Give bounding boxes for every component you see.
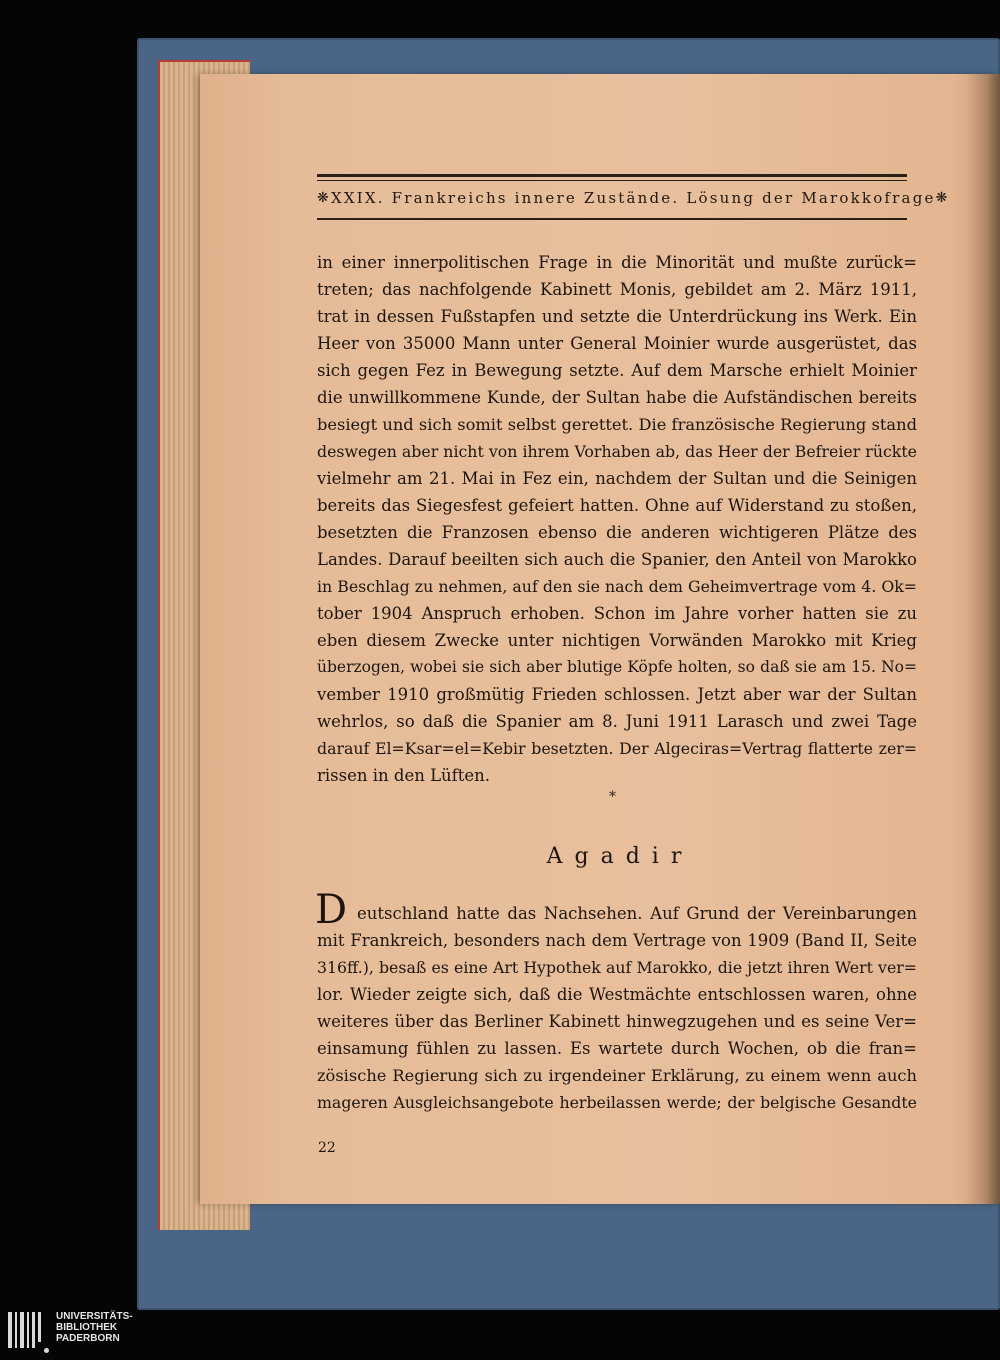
section-divider-asterisk: *	[609, 789, 616, 805]
text-line: rissen in den Lüften.	[317, 766, 491, 785]
library-name	[56, 1311, 133, 1344]
text-line: darauf El=Ksar=el=Kebir besetzten. Der Algeciras=Vertrag flatterte zer=	[317, 739, 917, 758]
library-name-line: PADERBORN	[56, 1333, 120, 1344]
header-rule-thin	[317, 180, 907, 181]
text-line: deswegen aber nicht von ihrem Vorhaben ab, das Heer der Befreier rückte	[317, 442, 917, 461]
text-line: die unwillkommene Kunde, der Sultan habe die Aufständischen bereits	[317, 388, 917, 407]
text-line: besetzten die Franzosen ebenso die anderen wichtigeren Plätze des	[317, 523, 917, 542]
library-logo	[6, 1308, 133, 1358]
text-line: 316ff.), besaß es eine Art Hypothek auf Marokko, die jetzt ihren Wert ver=	[317, 958, 917, 977]
first-line-text: eutschland hatte das Nachsehen. Auf Grund der Vereinbarungen	[357, 904, 917, 923]
drop-cap: D	[315, 887, 348, 933]
page-gutter-shadow	[966, 74, 1000, 1204]
text-line: bereits das Siegesfest gefeiert hatten. Ohne auf Widerstand zu stoßen,	[317, 496, 917, 515]
library-name-line: BIBLIOTHEK	[56, 1322, 118, 1333]
text-line: sich gegen Fez in Bewegung setzte. Auf dem Marsche erhielt Moinier	[317, 361, 917, 380]
text-line: eben diesem Zwecke unter nichtigen Vorwänden Marokko mit Krieg	[317, 631, 917, 650]
barcode-logo-icon	[6, 1308, 52, 1358]
text-line: zösische Regierung sich zu irgendeiner Erklärung, zu einem wenn auch	[317, 1066, 917, 1085]
text-line: lor. Wieder zeigte sich, daß die Westmächte entschlossen waren, ohne	[317, 985, 917, 1004]
text-line: Heer von 35000 Mann unter General Moinier wurde ausgerüstet, das	[317, 334, 917, 353]
text-line: trat in dessen Fußstapfen und setzte die Unterdrückung ins Werk. Ein	[317, 307, 917, 326]
text-line: besiegt und sich somit selbst gerettet. Die französische Regierung stand	[317, 415, 917, 434]
ornament-icon: ❋	[935, 190, 950, 206]
library-name-line: UNIVERSITÄTS-	[56, 1311, 133, 1322]
text-line: mageren Ausgleichsangebote herbeilassen werde; der belgische Gesandte	[317, 1093, 917, 1112]
text-line: in Beschlag zu nehmen, auf den sie nach dem Geheimvertrage vom 4. Ok=	[317, 577, 917, 596]
text-line: vielmehr am 21. Mai in Fez ein, nachdem der Sultan und die Seinigen	[317, 469, 917, 488]
text-line: weiteres über das Berliner Kabinett hinwegzugehen und es seine Ver=	[317, 1012, 917, 1031]
text-line: Landes. Darauf beeilten sich auch die Spanier, den Anteil von Marokko	[317, 550, 917, 569]
text-line: vember 1910 großmütig Frieden schlossen. Jetzt aber war der Sultan	[317, 685, 917, 704]
running-head-text: XXIX. Frankreichs innere Zustände. Lösung der Marokkofrage	[330, 189, 936, 207]
ornament-icon: ❋	[317, 190, 331, 206]
text-line: einsamung fühlen zu lassen. Es wartete durch Wochen, ob die fran=	[317, 1039, 917, 1058]
text-line: in einer innerpolitischen Frage in die Minorität und mußte zurück=	[317, 253, 917, 272]
header-rule-bottom	[317, 218, 907, 220]
text-line: mit Frankreich, besonders nach dem Vertrage von 1909 (Band II, Seite	[317, 931, 917, 950]
running-head	[317, 189, 950, 207]
text-line: überzogen, wobei sie sich aber blutige Köpfe holten, so daß sie am 15. No=	[317, 658, 917, 676]
book-page	[200, 74, 1000, 1204]
text-line: treten; das nachfolgende Kabinett Monis, gebildet am 2. März 1911,	[317, 280, 917, 299]
section-paragraph	[315, 887, 917, 1116]
section-title: Agadir	[546, 844, 694, 869]
text-line: wehrlos, so daß die Spanier am 8. Juni 1911 Larasch und zwei Tage	[317, 712, 917, 731]
first-text-line	[315, 887, 917, 933]
text-line: tober 1904 Anspruch erhoben. Schon im Jahre vorher hatten sie zu	[317, 604, 917, 623]
page-number: 22	[318, 1140, 336, 1156]
body-paragraph	[317, 249, 917, 789]
header-rule-top	[317, 174, 907, 177]
